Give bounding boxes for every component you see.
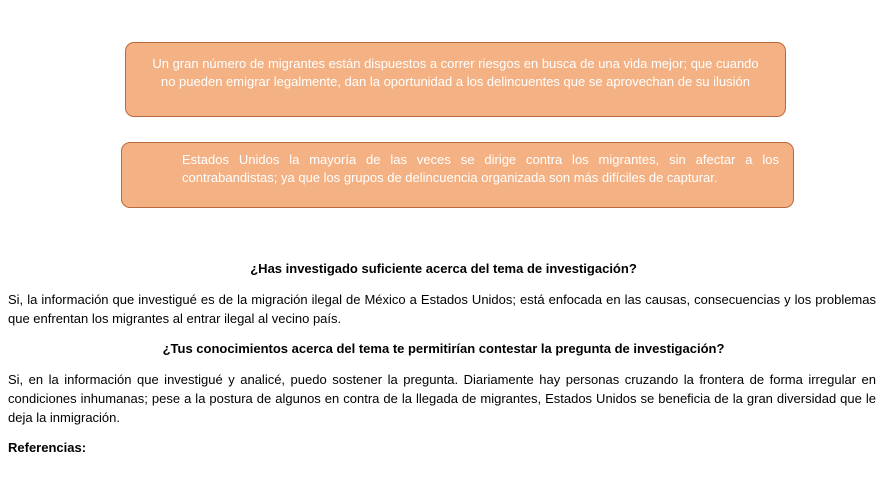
callout-box-2: [121, 142, 794, 208]
callout-box-1: [125, 42, 786, 117]
question-heading-2: ¿Tus conocimientos acerca del tema te permitirían contestar la pregunta de investigación?: [162, 341, 725, 356]
answer-paragraph-1: Si, la información que investigué es de la migración ilegal de México a Estados Unidos; está enfocada en las causas, consecuencias y los problemas que enfrentan los migrantes al entrar ilegal al vecino país.: [8, 292, 876, 326]
callout-2-text: Estados Unidos la mayoría de las veces se dirige contra los migrantes, sin afectar a los contrabandistas; ya que los grupos de delincuencia organizada son más difíciles de capturar.: [182, 152, 779, 185]
references-heading: Referencias:: [8, 440, 87, 455]
question-heading-1: ¿Has investigado suficiente acerca del tema de investigación?: [250, 261, 637, 276]
answer-paragraph-2: Si, en la información que investigué y analicé, puedo sostener la pregunta. Diariamente hay personas cruzando la frontera de forma irregular en condiciones inhumanas; pese a la postura de algunos en contra de la llegada de migrantes, Estados Unidos se beneficia de la gran diversidad que le deja la inmigración.: [8, 372, 876, 425]
callout-1-text: Un gran número de migrantes están dispuestos a correr riesgos en busca de una vida mejor; que cuando no pueden emigrar legalmente, dan la oportunidad a los delincuentes que se aprovechan de su ilusión: [152, 56, 759, 89]
